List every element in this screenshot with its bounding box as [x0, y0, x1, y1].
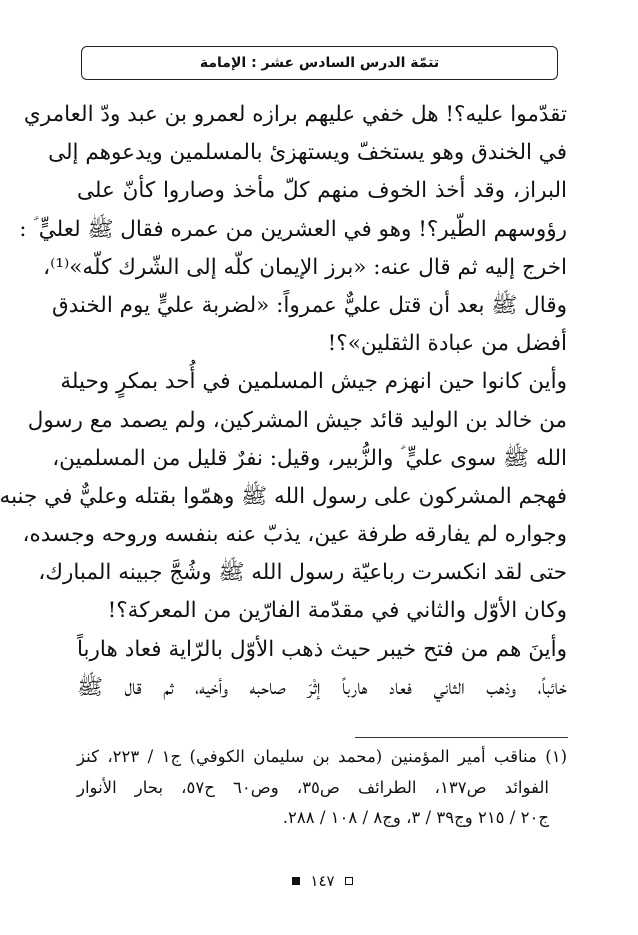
text-line: خائباً، وذهب الثاني فعاد هارباً إثْرَ صاحبه وأخيه، ثم قال ﷺ: [77, 674, 567, 700]
running-header-title: تتمّة الدرس السادس عشر : الإمامة: [199, 55, 440, 71]
text-line: وكان الأوّل والثاني في مقدّمة الفارّين من المعركة؟!: [107, 598, 567, 624]
running-header: [81, 46, 558, 80]
text-line: رؤوسهم الطّير؟! وهو في العشرين من عمره فقال ﷺ لعليٍّ ؑ :: [19, 216, 567, 242]
text-line: أفضل من عبادة الثقلين»؟!: [327, 331, 567, 357]
text-line: وأينَ هم من فتح خيبر حيث ذهب الأوّل بالرّاية فعاد هارباً: [77, 636, 567, 662]
text-line: اخرج إليه ثم قال عنه: «برز الإيمان كلّه إلى الشّرك كلّه»⁽¹⁾،: [43, 254, 567, 280]
text-line: تقدّموا عليه؟! هل خفي عليهم برازه لعمرو بن عبد ودّ العامري: [23, 102, 567, 127]
filled-square-icon: [292, 877, 300, 885]
empty-square-icon: [345, 877, 353, 885]
page-number: ١٤٧: [310, 872, 335, 890]
footnotes: [77, 742, 567, 834]
main-text: [0, 96, 567, 707]
footnote-line: الفوائد ص١٣٧، الطرائف ص٣٥، وص٦٠ ح٥٧، بحار الأنوار: [77, 777, 549, 797]
text-line: حتى لقد انكسرت رباعيّة رسول الله ﷺ وشُجَّ جبينه المبارك،: [38, 560, 567, 586]
page-footer: [7, 872, 638, 890]
footnote-separator: [355, 737, 568, 738]
footnote-line: ج٢٠ / ٢١٥ وج٣٩ / ٣، وج٨ / ١٠٨ / ٢٨٨.: [282, 808, 549, 827]
text-line: البراز، وقد أخذ الخوف منهم كلّ مأخذ وصاروا كأنّ على: [77, 178, 567, 204]
text-line: فهجم المشركون على رسول الله ﷺ وهمّوا بقتله وعليٌّ في جنبه: [0, 483, 567, 509]
text-line: الله ﷺ سوى عليٍّ ؑ والزُّبير، وقيل: نفرٌ قليل من المسلمين،: [52, 445, 567, 471]
text-line: في الخندق وهو يستخفّ ويستهزئ بالمسلمين ويدعوهم إلى: [48, 140, 567, 166]
text-line: وقال ﷺ بعد أن قتل عليٌّ عمرواً: «لضربة عليٍّ يوم الخندق: [51, 292, 567, 318]
text-line: وأين كانوا حين انهزم جيش المسلمين في أُحد بمكرٍ وحيلة: [60, 369, 567, 395]
footnote-line: (١) مناقب أمير المؤمنين (محمد بن سليمان الكوفي) ج١ / ٢٢٣، كنز: [77, 747, 567, 766]
text-line: وجواره لم يفارقه طرفة عين، يذبّ عنه بنفسه وروحه وجسده،: [22, 522, 567, 548]
text-line: من خالد بن الوليد قائد جيش المشركين، ولم يصمد مع رسول: [27, 407, 567, 433]
